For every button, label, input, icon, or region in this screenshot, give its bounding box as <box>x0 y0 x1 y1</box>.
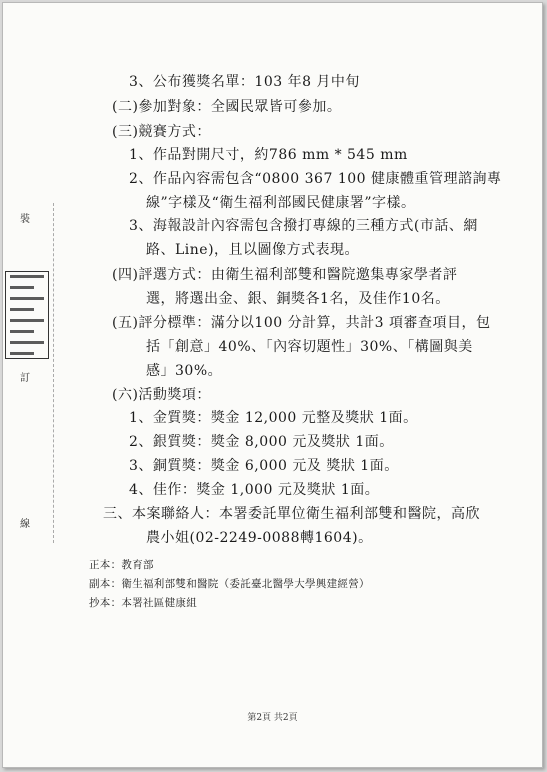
margin-xian: 線 <box>20 519 30 530</box>
text-line: 選，將選出金、銀、銅獎各1名，及佳作10名。 <box>146 291 450 307</box>
official-stamp <box>5 271 49 359</box>
text-line: 3、銅質獎：獎金 6,000 元及 獎狀 1面。 <box>129 458 399 474</box>
text-line: (五)評分標準：滿分以100 分計算，共計3 項審查項目，包 <box>112 315 491 331</box>
text-line: 3、海報設計內容需包含撥打專線的三種方式(市話、網 <box>129 218 478 234</box>
text-line: 路、Line)，且以圖像方式表現。 <box>146 242 360 258</box>
text-line: 三、本案聯絡人：本署委託單位衛生福利部雙和醫院，高欣 <box>103 506 480 522</box>
binding-line <box>53 203 55 543</box>
text-line: (四)評選方式：由衛生福利部雙和醫院邀集專家學者評 <box>112 267 458 283</box>
text-line: 4、佳作：獎金 1,000 元及獎狀 1面。 <box>129 482 380 498</box>
text-line: 感」30%。 <box>146 363 223 379</box>
distribution-line: 副本：衛生福利部雙和醫院（委託臺北醫學大學興建經營） <box>89 578 370 590</box>
text-line: 1、金質獎：獎金 12,000 元整及獎狀 1面。 <box>129 410 418 426</box>
margin-zhuang: 裝 <box>20 214 30 225</box>
distribution-line: 正本：教育部 <box>89 559 154 571</box>
text-line: (六)活動獎項： <box>112 387 211 403</box>
margin-ding: 訂 <box>20 373 30 384</box>
text-line: 線”字樣及“衛生福利部國民健康署”字樣。 <box>146 195 416 211</box>
distribution-line: 抄本：本署社區健康組 <box>89 597 197 609</box>
text-line: 2、銀質獎：獎金 8,000 元及獎狀 1面。 <box>129 434 394 450</box>
text-line: 2、作品內容需包含“0800 367 100 健康體重管理諮詢專 <box>129 171 502 187</box>
document-page <box>2 2 543 768</box>
text-line: (三)競賽方式： <box>112 124 211 140</box>
text-line: 括「創意」40%、「內容切題性」30%、「構圖與美 <box>146 339 473 355</box>
text-line: 農小姐(02-2249-0088轉1604)。 <box>146 530 373 546</box>
page-number: 第2頁 共2頁 <box>247 713 298 723</box>
text-line: 1、作品對開尺寸，約786 mm * 545 mm <box>129 147 408 163</box>
text-line: 3、公布獲獎名單：103 年8 月中旬 <box>129 74 360 90</box>
text-line: (二)參加對象：全國民眾皆可參加。 <box>112 99 342 115</box>
